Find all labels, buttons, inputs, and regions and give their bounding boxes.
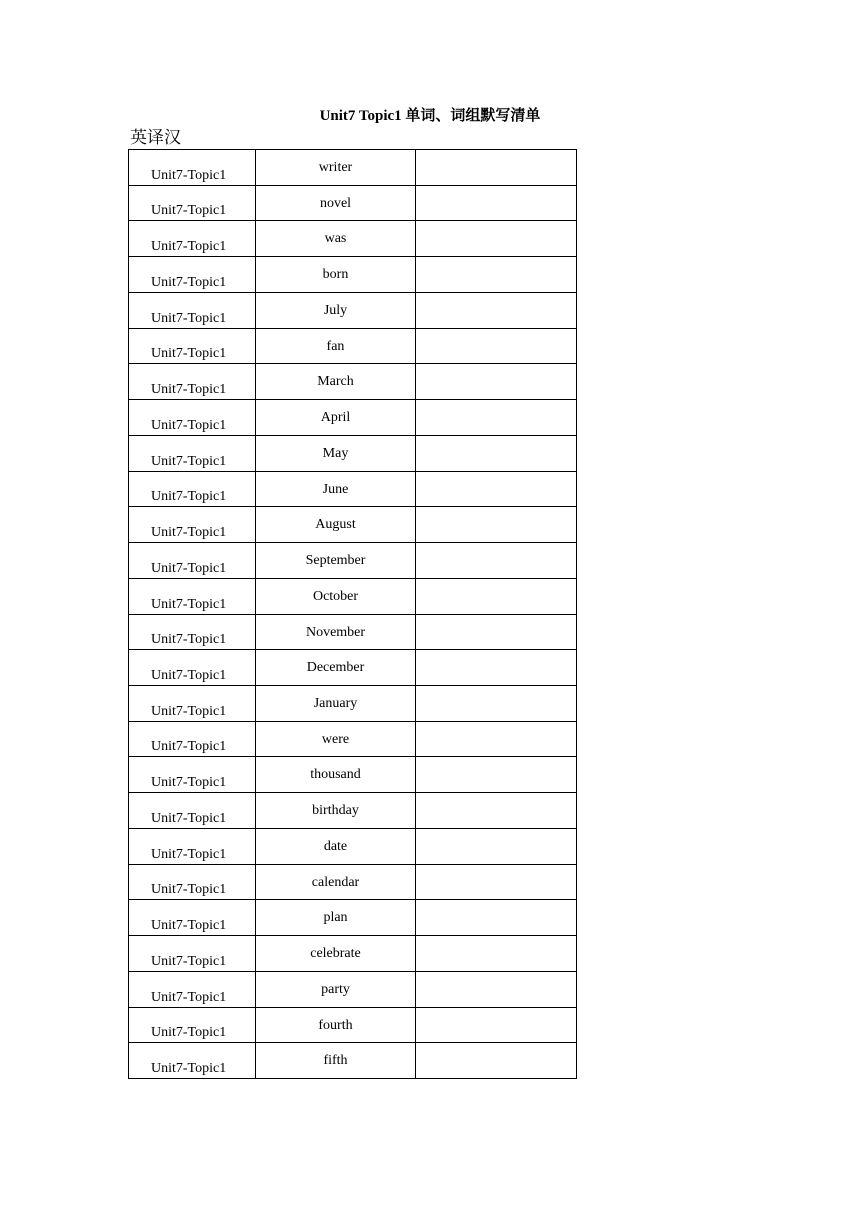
word-cell: July xyxy=(256,292,416,328)
answer-cell[interactable] xyxy=(416,507,577,543)
unit-cell: Unit7-Topic1 xyxy=(129,400,256,436)
unit-cell: Unit7-Topic1 xyxy=(129,578,256,614)
unit-cell: Unit7-Topic1 xyxy=(129,900,256,936)
word-cell: birthday xyxy=(256,793,416,829)
answer-cell[interactable] xyxy=(416,793,577,829)
word-cell: fourth xyxy=(256,1007,416,1043)
answer-cell[interactable] xyxy=(416,900,577,936)
unit-cell: Unit7-Topic1 xyxy=(129,364,256,400)
word-cell: born xyxy=(256,257,416,293)
answer-cell[interactable] xyxy=(416,578,577,614)
table-row xyxy=(129,543,577,579)
vocabulary-table-body xyxy=(129,150,577,1079)
answer-cell[interactable] xyxy=(416,757,577,793)
table-row xyxy=(129,757,577,793)
answer-cell[interactable] xyxy=(416,1043,577,1079)
word-cell: April xyxy=(256,400,416,436)
table-row xyxy=(129,614,577,650)
unit-cell: Unit7-Topic1 xyxy=(129,471,256,507)
word-cell: date xyxy=(256,828,416,864)
word-cell: June xyxy=(256,471,416,507)
table-row xyxy=(129,864,577,900)
table-row xyxy=(129,686,577,722)
word-cell: November xyxy=(256,614,416,650)
answer-cell[interactable] xyxy=(416,686,577,722)
unit-cell: Unit7-Topic1 xyxy=(129,1043,256,1079)
unit-cell: Unit7-Topic1 xyxy=(129,614,256,650)
table-row xyxy=(129,1007,577,1043)
word-cell: January xyxy=(256,686,416,722)
section-label: 英译汉 xyxy=(130,128,181,148)
vocabulary-table xyxy=(128,149,577,1079)
answer-cell[interactable] xyxy=(416,292,577,328)
word-cell: celebrate xyxy=(256,936,416,972)
unit-cell: Unit7-Topic1 xyxy=(129,328,256,364)
unit-cell: Unit7-Topic1 xyxy=(129,292,256,328)
word-cell: party xyxy=(256,971,416,1007)
answer-cell[interactable] xyxy=(416,828,577,864)
answer-cell[interactable] xyxy=(416,435,577,471)
unit-cell: Unit7-Topic1 xyxy=(129,650,256,686)
word-cell: May xyxy=(256,435,416,471)
answer-cell[interactable] xyxy=(416,936,577,972)
word-cell: August xyxy=(256,507,416,543)
word-cell: fan xyxy=(256,328,416,364)
unit-cell: Unit7-Topic1 xyxy=(129,1007,256,1043)
word-cell: December xyxy=(256,650,416,686)
answer-cell[interactable] xyxy=(416,328,577,364)
unit-cell: Unit7-Topic1 xyxy=(129,828,256,864)
table-row xyxy=(129,578,577,614)
word-cell: writer xyxy=(256,150,416,186)
word-cell: were xyxy=(256,721,416,757)
table-row xyxy=(129,435,577,471)
document-title: Unit7 Topic1 单词、词组默写清单 xyxy=(319,108,541,124)
unit-cell: Unit7-Topic1 xyxy=(129,971,256,1007)
table-row xyxy=(129,828,577,864)
table-row xyxy=(129,328,577,364)
table-row xyxy=(129,971,577,1007)
answer-cell[interactable] xyxy=(416,364,577,400)
answer-cell[interactable] xyxy=(416,150,577,186)
unit-cell: Unit7-Topic1 xyxy=(129,864,256,900)
unit-cell: Unit7-Topic1 xyxy=(129,507,256,543)
word-cell: October xyxy=(256,578,416,614)
unit-cell: Unit7-Topic1 xyxy=(129,257,256,293)
unit-cell: Unit7-Topic1 xyxy=(129,936,256,972)
word-cell: March xyxy=(256,364,416,400)
answer-cell[interactable] xyxy=(416,471,577,507)
word-cell: September xyxy=(256,543,416,579)
word-cell: novel xyxy=(256,185,416,221)
answer-cell[interactable] xyxy=(416,543,577,579)
table-row xyxy=(129,721,577,757)
table-row xyxy=(129,471,577,507)
table-row xyxy=(129,292,577,328)
table-row xyxy=(129,364,577,400)
table-row xyxy=(129,900,577,936)
table-row xyxy=(129,185,577,221)
table-row xyxy=(129,221,577,257)
unit-cell: Unit7-Topic1 xyxy=(129,721,256,757)
unit-cell: Unit7-Topic1 xyxy=(129,757,256,793)
answer-cell[interactable] xyxy=(416,614,577,650)
table-row xyxy=(129,150,577,186)
answer-cell[interactable] xyxy=(416,185,577,221)
answer-cell[interactable] xyxy=(416,650,577,686)
answer-cell[interactable] xyxy=(416,257,577,293)
table-row xyxy=(129,936,577,972)
table-row xyxy=(129,400,577,436)
unit-cell: Unit7-Topic1 xyxy=(129,543,256,579)
table-row xyxy=(129,650,577,686)
table-row xyxy=(129,1043,577,1079)
word-cell: was xyxy=(256,221,416,257)
unit-cell: Unit7-Topic1 xyxy=(129,686,256,722)
answer-cell[interactable] xyxy=(416,400,577,436)
unit-cell: Unit7-Topic1 xyxy=(129,150,256,186)
table-row xyxy=(129,257,577,293)
answer-cell[interactable] xyxy=(416,971,577,1007)
word-cell: thousand xyxy=(256,757,416,793)
answer-cell[interactable] xyxy=(416,221,577,257)
answer-cell[interactable] xyxy=(416,1007,577,1043)
unit-cell: Unit7-Topic1 xyxy=(129,793,256,829)
table-row xyxy=(129,793,577,829)
unit-cell: Unit7-Topic1 xyxy=(129,185,256,221)
unit-cell: Unit7-Topic1 xyxy=(129,221,256,257)
table-row xyxy=(129,507,577,543)
word-cell: calendar xyxy=(256,864,416,900)
answer-cell[interactable] xyxy=(416,864,577,900)
answer-cell[interactable] xyxy=(416,721,577,757)
unit-cell: Unit7-Topic1 xyxy=(129,435,256,471)
word-cell: fifth xyxy=(256,1043,416,1079)
word-cell: plan xyxy=(256,900,416,936)
